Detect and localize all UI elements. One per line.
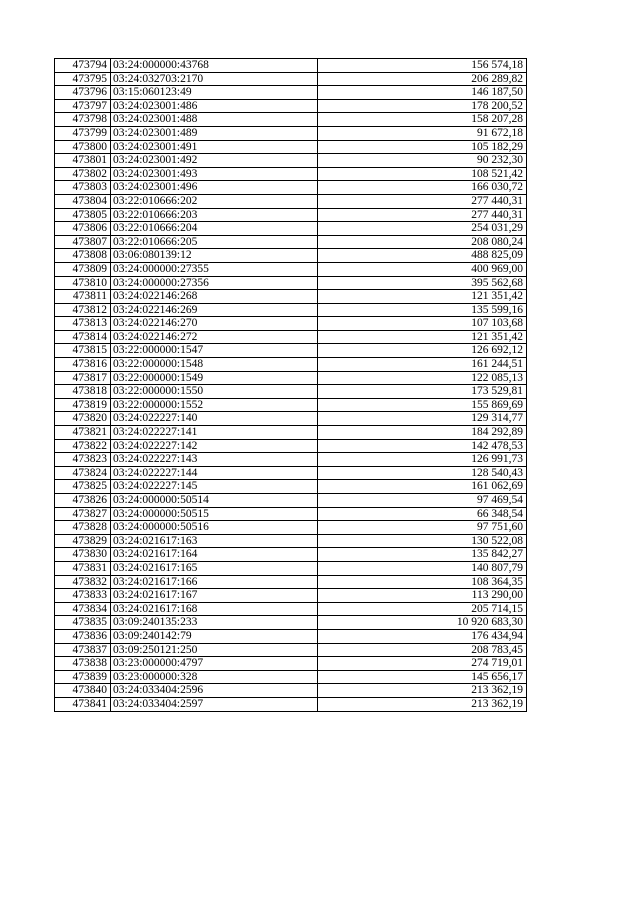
table-row (55, 548, 527, 562)
row-id-cell: 473814 (55, 330, 111, 344)
value-cell: 121 351,42 (318, 290, 527, 304)
table-row (55, 670, 527, 684)
table-row (55, 643, 527, 657)
row-id-cell: 473811 (55, 290, 111, 304)
value-cell: 156 574,18 (318, 59, 527, 73)
row-id-cell: 473797 (55, 99, 111, 113)
cadastral-number-cell: 03:24:023001:491 (111, 140, 318, 154)
value-cell: 395 562,68 (318, 276, 527, 290)
row-id-cell: 473799 (55, 126, 111, 140)
table-row (55, 629, 527, 643)
cadastral-number-cell: 03:24:022227:142 (111, 439, 318, 453)
cadastral-number-cell: 03:22:010666:205 (111, 235, 318, 249)
table-row (55, 561, 527, 575)
value-cell: 178 200,52 (318, 99, 527, 113)
table-row (55, 466, 527, 480)
value-cell: 142 478,53 (318, 439, 527, 453)
table-row (55, 521, 527, 535)
row-id-cell: 473794 (55, 59, 111, 73)
value-cell: 213 362,19 (318, 684, 527, 698)
cadastral-number-cell: 03:24:000000:27355 (111, 262, 318, 276)
cadastral-number-cell: 03:24:021617:167 (111, 589, 318, 603)
value-cell: 213 362,19 (318, 697, 527, 711)
cadastral-number-cell: 03:22:000000:1550 (111, 385, 318, 399)
cadastral-number-cell: 03:15:060123:49 (111, 86, 318, 100)
value-cell: 113 290,00 (318, 589, 527, 603)
row-id-cell: 473813 (55, 317, 111, 331)
value-cell: 140 807,79 (318, 561, 527, 575)
row-id-cell: 473800 (55, 140, 111, 154)
value-cell: 155 869,69 (318, 398, 527, 412)
table-row (55, 303, 527, 317)
value-cell: 158 207,28 (318, 113, 527, 127)
value-cell: 173 529,81 (318, 385, 527, 399)
value-cell: 145 656,17 (318, 670, 527, 684)
value-cell: 128 540,43 (318, 466, 527, 480)
row-id-cell: 473835 (55, 616, 111, 630)
value-cell: 135 599,16 (318, 303, 527, 317)
row-id-cell: 473796 (55, 86, 111, 100)
table-row (55, 194, 527, 208)
row-id-cell: 473810 (55, 276, 111, 290)
cadastral-number-cell: 03:22:000000:1548 (111, 358, 318, 372)
row-id-cell: 473805 (55, 208, 111, 222)
row-id-cell: 473804 (55, 194, 111, 208)
cadastral-number-cell: 03:24:033404:2597 (111, 697, 318, 711)
cadastral-number-cell: 03:24:023001:492 (111, 154, 318, 168)
table-row (55, 453, 527, 467)
table-row (55, 385, 527, 399)
row-id-cell: 473839 (55, 670, 111, 684)
table-row (55, 358, 527, 372)
value-cell: 184 292,89 (318, 426, 527, 440)
row-id-cell: 473830 (55, 548, 111, 562)
value-cell: 161 244,51 (318, 358, 527, 372)
table-row (55, 494, 527, 508)
value-cell: 277 440,31 (318, 208, 527, 222)
cadastral-number-cell: 03:24:022227:141 (111, 426, 318, 440)
cadastral-number-cell: 03:24:000000:27356 (111, 276, 318, 290)
table-row (55, 684, 527, 698)
cadastral-number-cell: 03:24:022227:145 (111, 480, 318, 494)
table-body (55, 59, 527, 712)
value-cell: 206 289,82 (318, 72, 527, 86)
value-cell: 166 030,72 (318, 181, 527, 195)
value-cell: 400 969,00 (318, 262, 527, 276)
row-id-cell: 473795 (55, 72, 111, 86)
table-row (55, 534, 527, 548)
row-id-cell: 473828 (55, 521, 111, 535)
table-row (55, 290, 527, 304)
cadastral-number-cell: 03:24:023001:489 (111, 126, 318, 140)
row-id-cell: 473823 (55, 453, 111, 467)
cadastral-number-cell: 03:24:032703:2170 (111, 72, 318, 86)
table-row (55, 371, 527, 385)
value-cell: 176 434,94 (318, 629, 527, 643)
value-cell: 107 103,68 (318, 317, 527, 331)
value-cell: 274 719,01 (318, 657, 527, 671)
value-cell: 129 314,77 (318, 412, 527, 426)
table-row (55, 140, 527, 154)
cadastral-number-cell: 03:09:250121:250 (111, 643, 318, 657)
table-row (55, 330, 527, 344)
row-id-cell: 473837 (55, 643, 111, 657)
row-id-cell: 473817 (55, 371, 111, 385)
table-row (55, 72, 527, 86)
table-row (55, 439, 527, 453)
cadastral-number-cell: 03:24:022227:143 (111, 453, 318, 467)
table-row (55, 99, 527, 113)
value-cell: 254 031,29 (318, 222, 527, 236)
cadastral-number-cell: 03:24:021617:165 (111, 561, 318, 575)
cadastral-number-cell: 03:24:022146:268 (111, 290, 318, 304)
data-table (54, 58, 527, 712)
row-id-cell: 473806 (55, 222, 111, 236)
row-id-cell: 473822 (55, 439, 111, 453)
cadastral-number-cell: 03:23:000000:328 (111, 670, 318, 684)
row-id-cell: 473809 (55, 262, 111, 276)
row-id-cell: 473826 (55, 494, 111, 508)
value-cell: 97 751,60 (318, 521, 527, 535)
row-id-cell: 473834 (55, 602, 111, 616)
table-row (55, 602, 527, 616)
row-id-cell: 473832 (55, 575, 111, 589)
table-row (55, 262, 527, 276)
row-id-cell: 473838 (55, 657, 111, 671)
value-cell: 91 672,18 (318, 126, 527, 140)
table-row (55, 235, 527, 249)
row-id-cell: 473798 (55, 113, 111, 127)
cadastral-number-cell: 03:24:021617:164 (111, 548, 318, 562)
cadastral-number-cell: 03:24:022227:144 (111, 466, 318, 480)
value-cell: 205 714,15 (318, 602, 527, 616)
row-id-cell: 473829 (55, 534, 111, 548)
row-id-cell: 473831 (55, 561, 111, 575)
table-row (55, 181, 527, 195)
cadastral-number-cell: 03:24:000000:50516 (111, 521, 318, 535)
row-id-cell: 473807 (55, 235, 111, 249)
value-cell: 488 825,09 (318, 249, 527, 263)
value-cell: 161 062,69 (318, 480, 527, 494)
table-row (55, 276, 527, 290)
row-id-cell: 473816 (55, 358, 111, 372)
value-cell: 146 187,50 (318, 86, 527, 100)
cadastral-number-cell: 03:09:240142:79 (111, 629, 318, 643)
value-cell: 208 783,45 (318, 643, 527, 657)
cadastral-number-cell: 03:24:021617:168 (111, 602, 318, 616)
cadastral-number-cell: 03:22:000000:1552 (111, 398, 318, 412)
value-cell: 66 348,54 (318, 507, 527, 521)
value-cell: 97 469,54 (318, 494, 527, 508)
table-row (55, 344, 527, 358)
row-id-cell: 473808 (55, 249, 111, 263)
row-id-cell: 473840 (55, 684, 111, 698)
cadastral-number-cell: 03:22:010666:203 (111, 208, 318, 222)
cadastral-number-cell: 03:24:000000:50515 (111, 507, 318, 521)
value-cell: 105 182,29 (318, 140, 527, 154)
value-cell: 108 521,42 (318, 167, 527, 181)
cadastral-number-cell: 03:22:000000:1547 (111, 344, 318, 358)
table-row (55, 113, 527, 127)
cadastral-number-cell: 03:24:000000:50514 (111, 494, 318, 508)
table-row (55, 154, 527, 168)
table-row (55, 657, 527, 671)
table-row (55, 317, 527, 331)
table-row (55, 507, 527, 521)
value-cell: 130 522,08 (318, 534, 527, 548)
value-cell: 10 920 683,30 (318, 616, 527, 630)
value-cell: 277 440,31 (318, 194, 527, 208)
value-cell: 126 692,12 (318, 344, 527, 358)
row-id-cell: 473825 (55, 480, 111, 494)
row-id-cell: 473833 (55, 589, 111, 603)
cadastral-number-cell: 03:24:023001:493 (111, 167, 318, 181)
row-id-cell: 473803 (55, 181, 111, 195)
row-id-cell: 473824 (55, 466, 111, 480)
value-cell: 90 232,30 (318, 154, 527, 168)
table-row (55, 480, 527, 494)
row-id-cell: 473821 (55, 426, 111, 440)
row-id-cell: 473841 (55, 697, 111, 711)
table-row (55, 208, 527, 222)
value-cell: 135 842,27 (318, 548, 527, 562)
cadastral-number-cell: 03:24:022227:140 (111, 412, 318, 426)
row-id-cell: 473801 (55, 154, 111, 168)
row-id-cell: 473812 (55, 303, 111, 317)
cadastral-number-cell: 03:24:022146:269 (111, 303, 318, 317)
value-cell: 108 364,35 (318, 575, 527, 589)
table-row (55, 412, 527, 426)
row-id-cell: 473820 (55, 412, 111, 426)
cadastral-number-cell: 03:24:023001:488 (111, 113, 318, 127)
cadastral-number-cell: 03:24:023001:486 (111, 99, 318, 113)
table-row (55, 575, 527, 589)
value-cell: 208 080,24 (318, 235, 527, 249)
value-cell: 126 991,73 (318, 453, 527, 467)
table-row (55, 126, 527, 140)
table-row (55, 249, 527, 263)
row-id-cell: 473836 (55, 629, 111, 643)
value-cell: 121 351,42 (318, 330, 527, 344)
cadastral-number-cell: 03:24:023001:496 (111, 181, 318, 195)
cadastral-number-cell: 03:06:080139:12 (111, 249, 318, 263)
cadastral-number-cell: 03:09:240135:233 (111, 616, 318, 630)
row-id-cell: 473815 (55, 344, 111, 358)
cadastral-number-cell: 03:24:021617:163 (111, 534, 318, 548)
cadastral-number-cell: 03:22:010666:202 (111, 194, 318, 208)
cadastral-number-cell: 03:22:000000:1549 (111, 371, 318, 385)
table-row (55, 86, 527, 100)
table-row (55, 222, 527, 236)
table-row (55, 697, 527, 711)
table-row (55, 616, 527, 630)
cadastral-number-cell: 03:23:000000:4797 (111, 657, 318, 671)
cadastral-number-cell: 03:24:022146:272 (111, 330, 318, 344)
cadastral-number-cell: 03:24:033404:2596 (111, 684, 318, 698)
table-row (55, 398, 527, 412)
table-row (55, 59, 527, 73)
row-id-cell: 473802 (55, 167, 111, 181)
cadastral-number-cell: 03:24:000000:43768 (111, 59, 318, 73)
row-id-cell: 473818 (55, 385, 111, 399)
row-id-cell: 473819 (55, 398, 111, 412)
table-row (55, 589, 527, 603)
cadastral-number-cell: 03:24:021617:166 (111, 575, 318, 589)
row-id-cell: 473827 (55, 507, 111, 521)
cadastral-number-cell: 03:24:022146:270 (111, 317, 318, 331)
cadastral-number-cell: 03:22:010666:204 (111, 222, 318, 236)
value-cell: 122 085,13 (318, 371, 527, 385)
table-row (55, 426, 527, 440)
table-row (55, 167, 527, 181)
